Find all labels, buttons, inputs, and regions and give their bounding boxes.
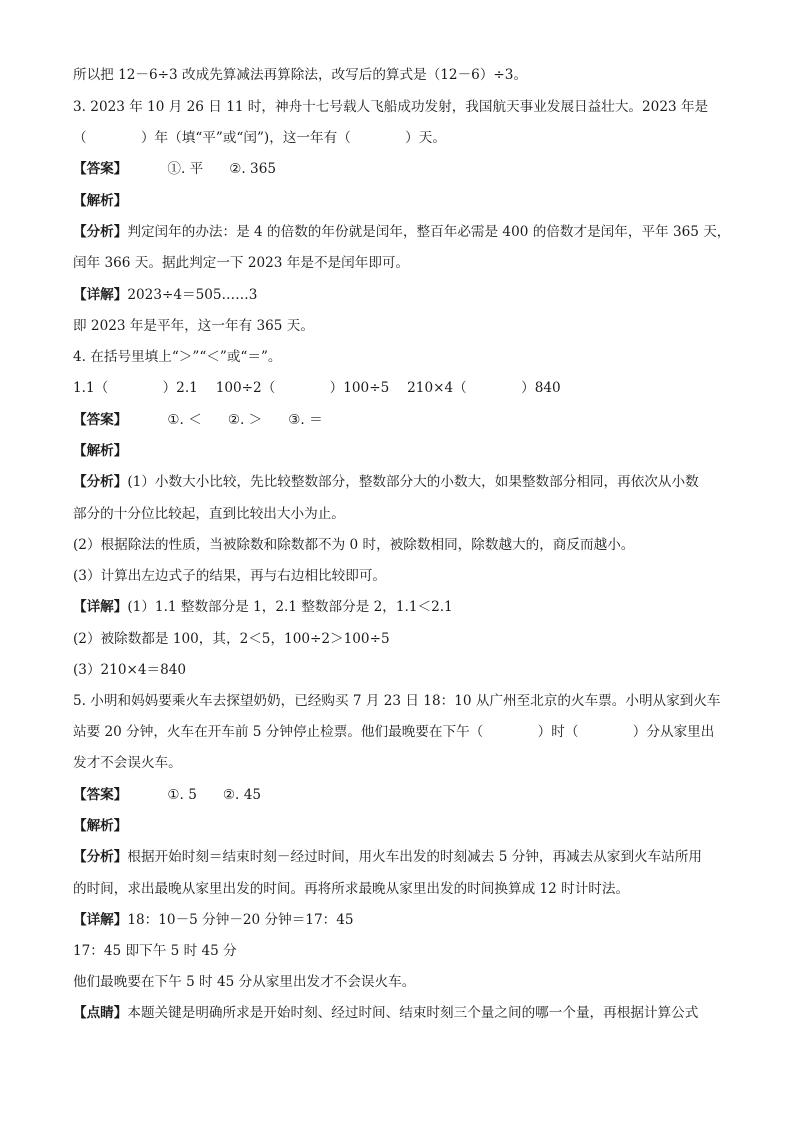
question-5-blanks: 站要 20 分钟，火车在开车前 5 分钟停止检票。他们最晚要在下午（ ）时（ ）分从家里出 bbox=[73, 724, 715, 740]
answer-2: ②. ＞ bbox=[227, 412, 263, 428]
analysis-text: 判定闰年的办法：是 4 的倍数的年份就是闰年，整百年必需是 400 的倍数才是闰年，平年 365 天， bbox=[127, 224, 731, 240]
analysis-line bbox=[73, 222, 733, 242]
text-line: (3）计算出左边式子的结果，再与右边相比较即可。 bbox=[73, 568, 387, 584]
answer-line bbox=[73, 785, 733, 805]
answer-line bbox=[73, 159, 733, 179]
answer-1: ①. ＜ bbox=[167, 412, 202, 428]
text-line: 即 2023 年是平年，这一年有 365 天。 bbox=[73, 318, 314, 334]
text-line: 17：45 即下午 5 时 45 分 bbox=[73, 943, 237, 959]
comment-line bbox=[73, 1003, 733, 1023]
analysis-tag: 【分析】 bbox=[73, 474, 128, 490]
analysis-text: (1）小数大小比较，先比较整数部分，整数部分大的小数大，如果整数部分相同，再依次从小数 bbox=[127, 474, 699, 490]
analysis-line bbox=[73, 472, 733, 492]
detail-text: 18：10－5 分钟－20 分钟＝17：45 bbox=[127, 912, 354, 928]
analysis-tag: 【分析】 bbox=[73, 224, 128, 240]
analysis-text: 根据开始时刻＝结束时刻－经过时间，用火车出发的时刻减去 5 分钟，再减去从家到火车站所用 bbox=[127, 849, 703, 865]
detail-tag: 【详解】 bbox=[73, 912, 128, 928]
comment-tag: 【点睛】 bbox=[73, 1005, 128, 1021]
answer-tag: 【答案】 bbox=[73, 412, 128, 428]
text-line: (3）210×4＝840 bbox=[73, 662, 187, 678]
detail-line bbox=[73, 285, 733, 305]
detail-line bbox=[73, 910, 733, 930]
analysis-heading: 【解析】 bbox=[73, 818, 128, 834]
text-line: 所以把 12－6÷3 改成先算减法再算除法，改写后的算式是（12－6）÷3。 bbox=[73, 67, 528, 83]
answer-1: ①. 5 bbox=[167, 787, 197, 803]
analysis-heading: 【解析】 bbox=[73, 443, 128, 459]
question-4-stem: 4. 在括号里填上“＞”“＜”或“＝”。 bbox=[73, 349, 282, 365]
detail-tag: 【详解】 bbox=[73, 599, 128, 615]
detail-tag: 【详解】 bbox=[73, 287, 128, 303]
text-line: 他们最晚要在下午 5 时 45 分从家里出发才不会误火车。 bbox=[73, 974, 416, 990]
analysis-line bbox=[73, 847, 733, 867]
comment-text: 本题关键是明确所求是开始时刻、经过时间、结束时刻三个量之间的哪一个量，再根据计算公式 bbox=[127, 1005, 699, 1021]
question-3-stem: 3. 2023 年 10 月 26 日 11 时，神舟十七号载人飞船成功发射，我国航天事业发展日益壮大。2023 年是 bbox=[73, 99, 709, 115]
text-line: 的时间，求出最晚从家里出发的时间。再将所求最晚从家里出发的时间换算成 12 时计时法。 bbox=[73, 881, 630, 897]
answer-1: ①. 平 bbox=[167, 161, 204, 177]
answer-tag: 【答案】 bbox=[73, 161, 128, 177]
text-line: 部分的十分位比较起，直到比较出大小为止。 bbox=[73, 506, 345, 522]
answer-3: ③. ＝ bbox=[288, 412, 323, 428]
text-line: (2）被除数都是 100，其，2＜5，100÷2＞100÷5 bbox=[73, 631, 390, 647]
question-5-stem: 5. 小明和妈妈要乘火车去探望奶奶，已经购买 7 月 23 日 18：10 从广州至北京的火车票。小明从家到火车 bbox=[73, 693, 721, 709]
analysis-heading: 【解析】 bbox=[73, 193, 128, 209]
text-line: 发才不会误火车。 bbox=[73, 755, 182, 771]
answer-2: ②. 365 bbox=[229, 161, 276, 177]
detail-text: 2023÷4＝505……3 bbox=[127, 287, 258, 303]
detail-text: (1）1.1 整数部分是 1，2.1 整数部分是 2，1.1＜2.1 bbox=[127, 599, 453, 615]
question-4-blanks: 1.1（ ）2.1 100÷2（ ）100÷5 210×4（ ）840 bbox=[73, 380, 561, 396]
text-line: (2）根据除法的性质，当被除数和除数都不为 0 时，被除数相同，除数越大的，商反而越小。 bbox=[73, 537, 635, 553]
analysis-tag: 【分析】 bbox=[73, 849, 128, 865]
answer-2: ②. 45 bbox=[222, 787, 261, 803]
answer-tag: 【答案】 bbox=[73, 787, 128, 803]
answer-line bbox=[73, 410, 733, 430]
question-3-blanks: （ ）年（填“平”或“闰”)，这一年有（ ）天。 bbox=[73, 130, 446, 146]
text-line: 闰年 366 天。据此判定一下 2023 年是不是闰年即可。 bbox=[73, 255, 410, 271]
detail-line bbox=[73, 597, 733, 617]
